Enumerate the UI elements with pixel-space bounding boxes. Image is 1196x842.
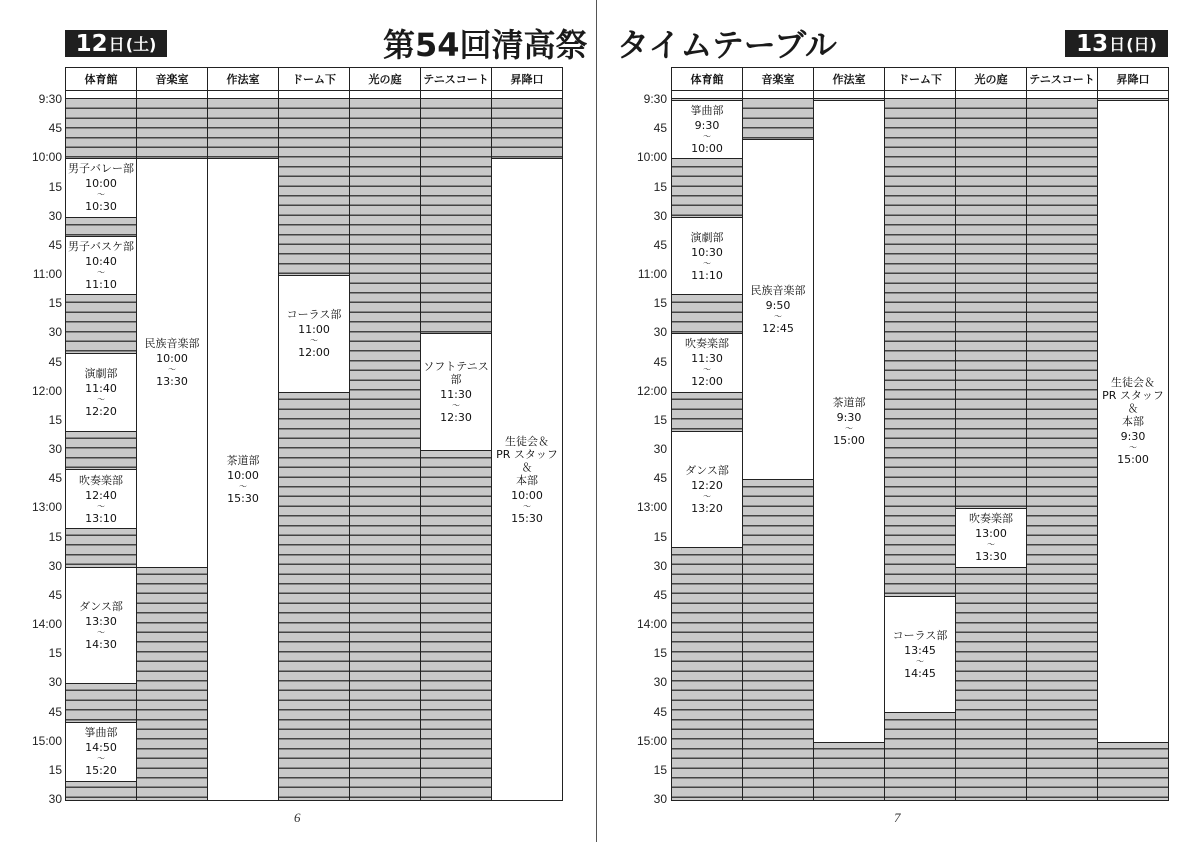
venue-header: ドーム下	[278, 67, 350, 91]
event-block	[66, 722, 136, 781]
venue-header: 昇降口	[491, 67, 563, 91]
range-tilde: 〜	[239, 482, 247, 492]
venue-column	[955, 90, 1027, 801]
range-tilde: 〜	[97, 627, 105, 637]
range-tilde: 〜	[774, 312, 782, 321]
event-start: 9:30	[1120, 430, 1146, 444]
event-name: 演劇部	[690, 230, 724, 244]
event-start: 14:50	[85, 741, 117, 755]
event-name: 箏曲部	[84, 726, 118, 740]
time-label: 14:00	[636, 617, 667, 631]
time-label: 9:30	[38, 92, 62, 106]
event-block	[421, 333, 491, 451]
time-label: 30	[48, 442, 62, 456]
time-label: 30	[48, 558, 62, 573]
time-label: 15	[48, 412, 62, 427]
time-label: 45	[48, 704, 62, 719]
event-name: コーラス部	[892, 629, 948, 643]
event-block	[672, 333, 742, 392]
column-top-cell	[956, 91, 1026, 99]
venue-header: ドーム下	[884, 67, 956, 91]
event-end: 10:30	[85, 200, 117, 214]
event-block	[66, 567, 136, 685]
time-label: 30	[653, 558, 667, 573]
event-end: 12:00	[298, 346, 330, 360]
event-name: 吹奏楽部	[79, 473, 123, 487]
venue-column	[349, 90, 421, 801]
time-label: 45	[653, 354, 667, 369]
event-end: 12:20	[85, 404, 117, 418]
day-unit: 日	[1109, 35, 1126, 54]
column-top-cell	[492, 91, 562, 99]
time-label: 45	[48, 587, 62, 602]
column-top-cell	[814, 91, 884, 99]
venue-column	[742, 90, 814, 801]
time-label: 11:00	[32, 267, 62, 281]
time-label: 10:00	[636, 150, 667, 165]
time-label: 15	[48, 646, 62, 661]
event-block	[66, 353, 136, 432]
event-end: 15:30	[511, 511, 543, 525]
time-label: 45	[653, 237, 667, 252]
title-left: 第54回清高祭	[383, 26, 588, 64]
event-start: 13:45	[904, 644, 936, 658]
time-label: 30	[48, 792, 62, 806]
timetable-day-12	[65, 67, 562, 803]
event-start: 12:40	[85, 488, 117, 502]
event-name: 箏曲部	[690, 104, 724, 118]
time-label: 30	[48, 325, 62, 340]
event-name: 本部	[1122, 415, 1144, 429]
event-name: コーラス部	[286, 308, 342, 322]
time-label: 30	[48, 208, 62, 223]
venue-header: 昇降口	[1097, 67, 1169, 91]
event-block	[1098, 100, 1168, 743]
event-end: 13:10	[85, 511, 117, 525]
time-label: 30	[653, 325, 667, 340]
event-end: 13:30	[975, 550, 1007, 564]
venue-header: 音楽室	[136, 67, 208, 91]
event-name: 民族音楽部	[750, 284, 806, 297]
event-start: 10:00	[511, 488, 543, 502]
event-block	[672, 431, 742, 549]
time-label: 30	[48, 675, 62, 690]
venue-header: 体育館	[671, 67, 743, 91]
event-name: 男子バスケ部	[68, 240, 134, 254]
range-tilde: 〜	[97, 501, 105, 511]
event-block	[672, 217, 742, 296]
venue-header: 体育館	[65, 67, 137, 91]
time-label: 15	[653, 296, 667, 311]
event-name: PR スタッフ＆	[496, 447, 558, 474]
event-start: 10:30	[691, 245, 723, 259]
column-top-cell	[743, 91, 813, 99]
day-weekday: (土)	[125, 35, 157, 54]
event-name: ダンス部	[685, 463, 729, 477]
time-label: 15	[653, 646, 667, 661]
event-name: 本部	[516, 473, 538, 487]
event-start: 10:40	[85, 255, 117, 269]
time-label: 15	[48, 529, 62, 544]
venue-column	[65, 90, 137, 801]
time-label: 13:00	[31, 500, 62, 515]
venue-column	[420, 90, 492, 801]
column-top-cell	[208, 91, 278, 99]
range-tilde: 〜	[703, 491, 711, 501]
venue-column	[884, 90, 956, 801]
event-block	[137, 158, 207, 567]
page-number-left: 6	[294, 810, 301, 825]
event-start: 11:40	[85, 381, 117, 395]
venue-header: テニスコート	[1026, 67, 1098, 91]
venue-column	[278, 90, 350, 801]
event-end: 14:45	[904, 667, 936, 681]
time-label: 15	[653, 412, 667, 427]
venue-header: 音楽室	[742, 67, 814, 91]
page-number-right: 7	[894, 810, 901, 825]
event-name: 茶道部	[832, 395, 866, 409]
time-label: 15	[653, 179, 667, 194]
day-weekday: (日)	[1126, 35, 1157, 54]
event-end: 12:00	[691, 375, 723, 389]
event-block	[743, 139, 813, 480]
time-label: 45	[48, 121, 62, 136]
day-unit: 日	[108, 35, 125, 54]
venue-column	[136, 90, 208, 801]
venue-column	[491, 90, 563, 801]
column-top-cell	[350, 91, 420, 99]
time-label: 15	[48, 179, 62, 194]
event-name: 吹奏楽部	[685, 337, 729, 351]
time-label: 30	[653, 792, 667, 806]
column-top-cell	[279, 91, 349, 99]
venue-header: 作法室	[813, 67, 885, 91]
time-label: 45	[48, 354, 62, 369]
venue-column	[671, 90, 743, 801]
time-label: 9:30	[643, 92, 667, 106]
range-tilde: 〜	[310, 336, 318, 346]
column-top-cell	[137, 91, 207, 99]
venue-header: 光の庭	[955, 67, 1027, 91]
time-label: 45	[653, 471, 667, 486]
event-end: 12:45	[762, 322, 794, 335]
event-block	[208, 158, 278, 801]
time-label: 12:00	[31, 383, 62, 398]
event-name: 民族音楽部	[144, 337, 200, 351]
event-name: 生徒会＆	[505, 434, 549, 448]
time-label: 45	[653, 704, 667, 719]
time-label: 45	[48, 237, 62, 252]
column-top-cell	[672, 91, 742, 99]
time-label: 30	[653, 442, 667, 456]
range-tilde: 〜	[987, 540, 995, 550]
time-label: 15	[653, 529, 667, 544]
range-tilde: 〜	[168, 365, 176, 375]
event-block	[956, 508, 1026, 567]
column-top-cell	[1098, 91, 1168, 99]
range-tilde: 〜	[523, 501, 531, 511]
event-start: 10:00	[156, 352, 188, 366]
time-label: 15	[653, 762, 667, 777]
event-start: 11:30	[691, 352, 723, 366]
event-end: 13:30	[156, 375, 188, 389]
time-label: 30	[653, 208, 667, 223]
column-top-cell	[66, 91, 136, 99]
event-name: PR スタッフ＆	[1102, 389, 1164, 416]
event-block	[492, 158, 562, 801]
venue-header: テニスコート	[420, 67, 492, 91]
event-name: 生徒会＆	[1111, 376, 1155, 390]
venue-column	[1097, 90, 1169, 801]
range-tilde: 〜	[845, 423, 853, 433]
event-start: 10:00	[227, 469, 259, 483]
range-tilde: 〜	[97, 394, 105, 404]
range-tilde: 〜	[97, 754, 105, 764]
event-end: 10:00	[691, 142, 723, 156]
event-block	[66, 158, 136, 217]
event-start: 10:00	[85, 177, 117, 191]
event-block	[66, 236, 136, 295]
day-number: 12	[75, 30, 108, 57]
time-label: 11:00	[637, 267, 667, 281]
event-start: 9:50	[765, 299, 791, 312]
range-tilde: 〜	[97, 190, 105, 200]
time-label: 15:00	[31, 733, 62, 748]
time-label: 45	[48, 471, 62, 486]
venue-column	[1026, 90, 1098, 801]
column-top-cell	[885, 91, 955, 99]
time-label: 13:00	[636, 500, 667, 515]
event-block	[279, 275, 349, 393]
event-name: ダンス部	[79, 599, 123, 613]
time-label: 15	[48, 762, 62, 777]
range-tilde: 〜	[1129, 443, 1137, 453]
venue-header: 光の庭	[349, 67, 421, 91]
time-label: 12:00	[636, 383, 667, 398]
event-end: 12:30	[440, 411, 472, 425]
range-tilde: 〜	[452, 401, 460, 411]
event-name: 吹奏楽部	[969, 512, 1013, 526]
time-label: 45	[653, 121, 667, 136]
event-block	[672, 100, 742, 159]
event-end: 11:10	[691, 268, 723, 282]
time-label: 15:00	[636, 733, 667, 748]
time-label: 14:00	[31, 617, 62, 631]
event-end: 15:00	[833, 433, 865, 447]
event-name: 男子バレー部	[68, 162, 134, 176]
event-end: 15:30	[227, 492, 259, 506]
title-right: タイムテーブル	[617, 26, 837, 64]
venue-column	[207, 90, 279, 801]
event-start: 13:30	[85, 614, 117, 628]
venue-column	[813, 90, 885, 801]
event-end: 15:20	[85, 764, 117, 778]
venue-header: 作法室	[207, 67, 279, 91]
event-start: 9:30	[694, 119, 720, 133]
event-block	[885, 596, 955, 714]
range-tilde: 〜	[703, 132, 711, 142]
event-name: ソフトテニス部	[423, 360, 489, 387]
event-start: 12:20	[691, 478, 723, 492]
day-badge-12	[65, 30, 167, 57]
column-top-cell	[1027, 91, 1097, 99]
event-start: 9:30	[836, 410, 862, 424]
event-name: 演劇部	[84, 366, 118, 380]
event-block	[66, 469, 136, 528]
event-end: 11:10	[85, 278, 117, 292]
time-label: 45	[653, 587, 667, 602]
time-label: 10:00	[31, 150, 62, 165]
column-top-cell	[421, 91, 491, 99]
range-tilde: 〜	[916, 657, 924, 667]
event-end: 14:30	[85, 637, 117, 651]
event-block	[814, 100, 884, 743]
page-divider	[596, 0, 597, 842]
event-start: 11:30	[440, 388, 472, 402]
range-tilde: 〜	[703, 365, 711, 375]
event-end: 15:00	[1117, 453, 1149, 467]
event-name: 茶道部	[226, 454, 260, 468]
timetable-day-13	[671, 67, 1168, 803]
time-label: 15	[48, 296, 62, 311]
event-start: 13:00	[975, 527, 1007, 541]
day-number: 13	[1076, 30, 1109, 57]
day-badge-13	[1065, 30, 1168, 57]
range-tilde: 〜	[703, 258, 711, 268]
event-end: 13:20	[691, 501, 723, 515]
event-start: 11:00	[298, 323, 330, 337]
range-tilde: 〜	[97, 268, 105, 278]
time-label: 30	[653, 675, 667, 690]
